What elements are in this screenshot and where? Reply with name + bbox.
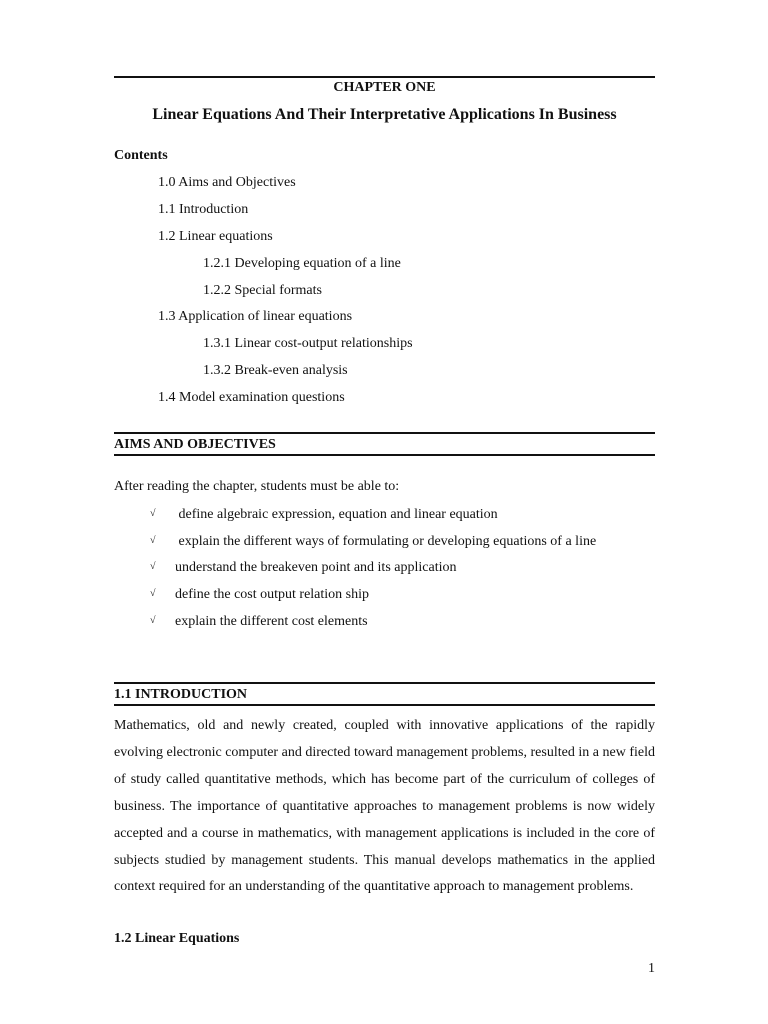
aims-top-rule xyxy=(114,432,655,434)
objective-item xyxy=(150,585,369,604)
objective-item xyxy=(150,532,596,551)
toc-subitem: 1.3.1 Linear cost-output relationships xyxy=(203,336,413,351)
objective-text: understand the breakeven point and its application xyxy=(175,560,457,575)
page-number: 1 xyxy=(648,961,655,976)
checkmark-icon: √ xyxy=(150,561,156,572)
aims-lead-text: After reading the chapter, students must be able to: xyxy=(114,479,400,494)
toc-item: 1.2 Linear equations xyxy=(158,229,273,244)
linear-equations-heading: 1.2 Linear Equations xyxy=(114,931,240,946)
objective-item xyxy=(150,505,498,524)
toc-item: 1.1 Introduction xyxy=(158,202,249,217)
toc-item: 1.4 Model examination questions xyxy=(158,390,345,405)
intro-heading: 1.1 INTRODUCTION xyxy=(114,687,248,702)
chapter-title: Linear Equations And Their Interpretative Applications In Business xyxy=(152,106,617,123)
objective-text: explain the different ways of formulating or developing equations of a line xyxy=(175,534,597,549)
toc-subitem: 1.2.1 Developing equation of a line xyxy=(203,256,401,271)
chapter-label: CHAPTER ONE xyxy=(333,80,436,95)
objective-text: define algebraic expression, equation and linear equation xyxy=(175,507,498,522)
intro-bottom-rule xyxy=(114,704,655,706)
toc-item: 1.3 Application of linear equations xyxy=(158,309,353,324)
checkmark-icon: √ xyxy=(150,508,156,519)
contents-heading: Contents xyxy=(114,148,168,163)
toc-subitem: 1.3.2 Break-even analysis xyxy=(203,363,348,378)
objective-text: define the cost output relation ship xyxy=(175,587,370,602)
aims-heading: AIMS AND OBJECTIVES xyxy=(114,437,276,452)
toc-item: 1.0 Aims and Objectives xyxy=(158,175,296,190)
checkmark-icon: √ xyxy=(150,588,156,599)
checkmark-icon: √ xyxy=(150,535,156,546)
objective-item xyxy=(150,558,456,577)
document-page xyxy=(114,0,655,1024)
toc-subitem: 1.2.2 Special formats xyxy=(203,283,322,298)
intro-paragraph: Mathematics, old and newly created, coupled with innovative applications of the rapidly evolving electronic computer and directed toward management problems, resulted in a new field of study called quantitative methods, which has become part of the curriculum of colleges of business. The importance of quantitative approaches to management problems is now widely accepted and a course in mathematics, with management applications is included in the core of subjects studied by management students. This manual develops mathematics in the applied context required for an understanding of the quantitative approach to management problems. xyxy=(114,718,655,895)
intro-top-rule xyxy=(114,682,655,684)
objective-text: explain the different cost elements xyxy=(175,614,368,629)
chapter-top-rule xyxy=(114,76,655,78)
checkmark-icon: √ xyxy=(150,615,156,626)
aims-bottom-rule xyxy=(114,454,655,456)
objective-item xyxy=(150,612,368,631)
